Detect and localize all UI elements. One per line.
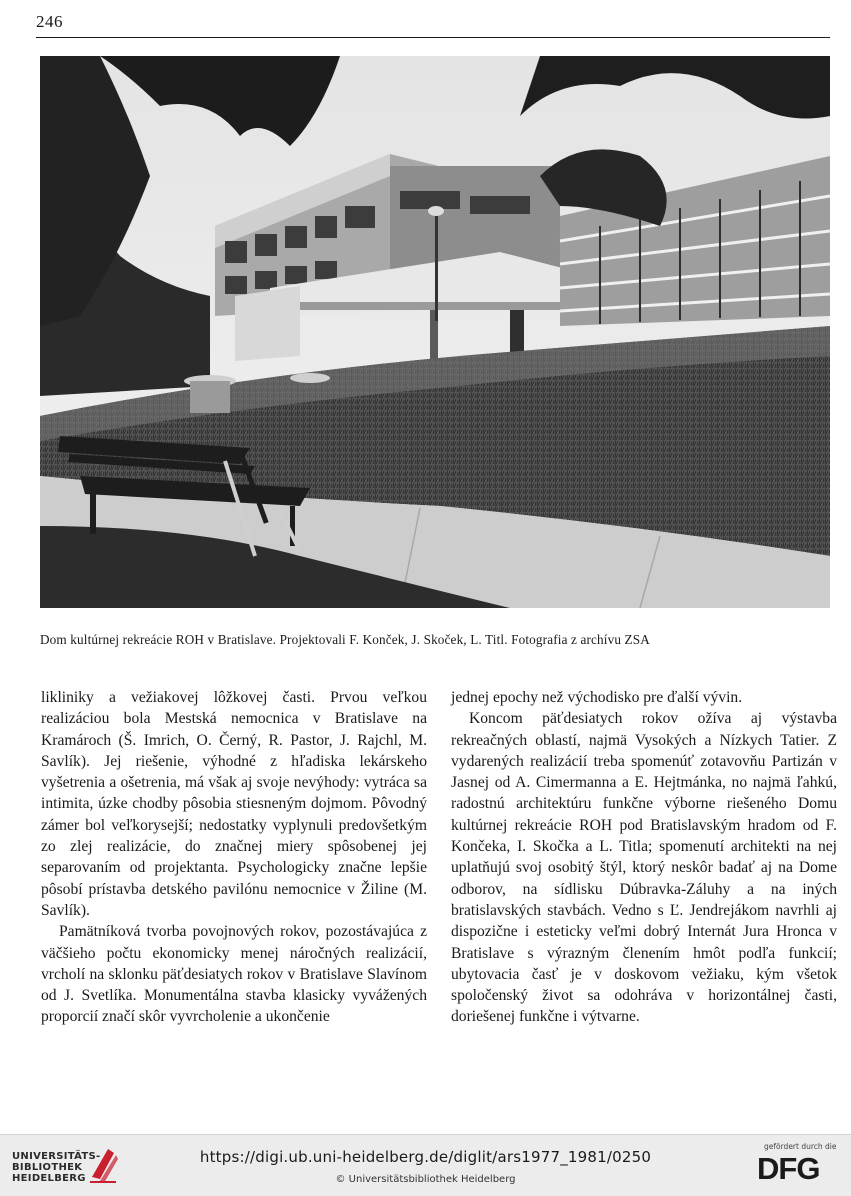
header-rule xyxy=(36,37,830,38)
paragraph: Koncom päťdesiatych rokov ožíva aj výstavba rekreačných oblastí, najmä Vysokých a Nízkych Tatier. Z vydarených realizácií treba spomenúť zotavovňu Partizán v Jasnej od A. Cimermanna a E. Hejtmánka, no najmä ľahkú, radostnú architektúru funkčne výborne riešeného Domu kultúrnej rekreácie ROH pod Bratislavským hradom od F. Končeka, I. Skočka a L. Titla; spomenutí architekti na nej uplatňujú svoj osobitý štýl, ktorý neskôr badať aj na Dome odborov, na sídlisku Dúbravka-Záluhy a na iných bratislavských stavbách. Vedno s Ľ. Jendrejákom navrhli aj dispozične i esteticky veľmi dobrý Internát Jura Hronca v Bratislave s výrazným členením hmôt podľa funkcií; ubytovacia časť je v doskovom vežiaku, kým všetok spoločenský život sa odohráva v horizontálnej časti, doriešenej funkčne i výtvarne. xyxy=(451,710,837,1026)
dfg-logo: DFG xyxy=(757,1151,820,1186)
photo-illustration xyxy=(40,56,830,608)
permalink-url[interactable]: https://digi.ub.uni-heidelberg.de/diglit/ars1977_1981/0250 xyxy=(199,1148,652,1166)
copyright-notice: © Universitätsbibliothek Heidelberg xyxy=(335,1174,516,1185)
body-right-column xyxy=(451,687,837,1028)
figure-caption: Dom kultúrnej rekreácie ROH v Bratislave. Projektovali F. Konček, J. Skoček, L. Titl. Fotografia z archívu ZSA xyxy=(40,632,650,647)
page-number: 246 xyxy=(36,12,63,31)
footer-bar xyxy=(0,1134,851,1196)
paragraph: likliniky a vežiakovej lôžkovej časti. Prvou veľkou realizáciou bola Mestská nemocnica v Bratislave na Kramároch (Š. Imrich, O. Černý, R. Pastor, J. Rajchl, M. Savlík). Jej riešenie, výhodné z hľadiska lekárskeho vyšetrenia a ošetrenia, má však aj svoje nevýhody: vytráca sa intimita, úzke chodby pôsobia stiesneným dojmom. Pôvodný zámer bol veľkorysejší; nedostatky vyplynuli predovšetkým zo zlej realizácie, do značnej miery spôsobenej jej separovaním od projektanta. Psychologicky značne lepšie pôsobí prístavba detského pavilónu nemocnice v Žiline (M. Savlík). xyxy=(41,689,427,919)
body-left-column xyxy=(41,687,427,1028)
library-name: UNIVERSITÄTS- BIBLIOTHEK HEIDELBERG xyxy=(12,1151,101,1184)
funded-by-label: gefördert durch die xyxy=(764,1142,837,1151)
paragraph: Pamätníková tvorba povojnových rokov, pozostávajúca z väčšieho počtu ekonomicky menej náročných realizácií, vrcholí na sklonku päťdesiatych rokov v Bratislave Slavínom od J. Svetlíka. Monumentálna stavba klasicky vyvážených proporcií značí skôr vyvrcholenie a ukončenie xyxy=(41,923,427,1026)
paragraph: jednej epochy než východisko pre ďalší vývin. xyxy=(451,689,743,706)
photograph xyxy=(40,56,830,608)
